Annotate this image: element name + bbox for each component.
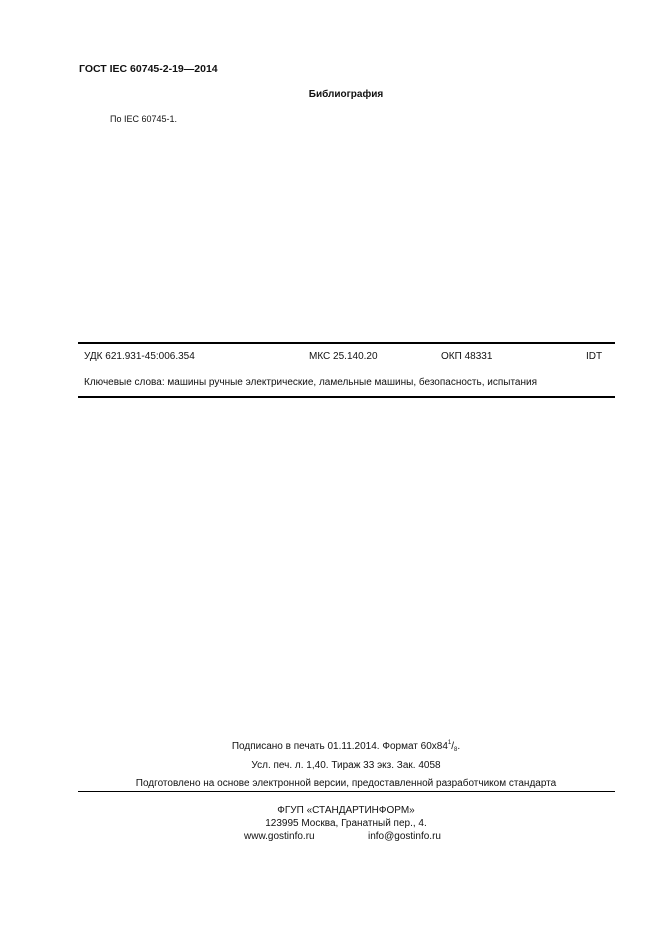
publisher-email: info@gostinfo.ru xyxy=(368,831,441,842)
signed-suffix: . xyxy=(457,741,461,752)
signed-prefix: Подписано в печать 01.11.2014. Формат 60x84 xyxy=(231,741,448,752)
okp-code: ОКП 48331 xyxy=(441,351,493,362)
document-code: ГОСТ IEC 60745-2-19—2014 xyxy=(79,63,218,75)
publisher-website: www.gostinfo.ru xyxy=(244,831,315,842)
bibliography-title: Библиография xyxy=(308,89,384,100)
classification-top-rule xyxy=(78,342,615,344)
signed-for-print xyxy=(0,740,661,753)
prepared-note: Подготовлено на основе электронной версии, предоставленной разработчиком стандарта xyxy=(135,778,557,789)
format-slash: / xyxy=(451,741,455,752)
format-numerator: 1 xyxy=(447,740,452,746)
print-info: Усл. печ. л. 1,40. Тираж 33 экз. Зак. 4058 xyxy=(251,760,441,771)
idt-marker: IDT xyxy=(586,351,603,362)
bibliography-entry: По IEC 60745-1. xyxy=(110,114,178,124)
imprint-rule xyxy=(78,791,615,792)
keywords-line: Ключевые слова: машины ручные электрические, ламельные машины, безопасность, испытания xyxy=(84,377,538,388)
classification-bottom-rule xyxy=(78,396,615,398)
mks-code: МКС 25.140.20 xyxy=(309,351,378,362)
udk-code: УДК 621.931-45:006.354 xyxy=(84,351,195,362)
format-denominator: 8 xyxy=(454,747,458,753)
publisher-name: ФГУП «СТАНДАРТИНФОРМ» xyxy=(277,805,415,816)
publisher-address: 123995 Москва, Гранатный пер., 4. xyxy=(265,818,427,829)
